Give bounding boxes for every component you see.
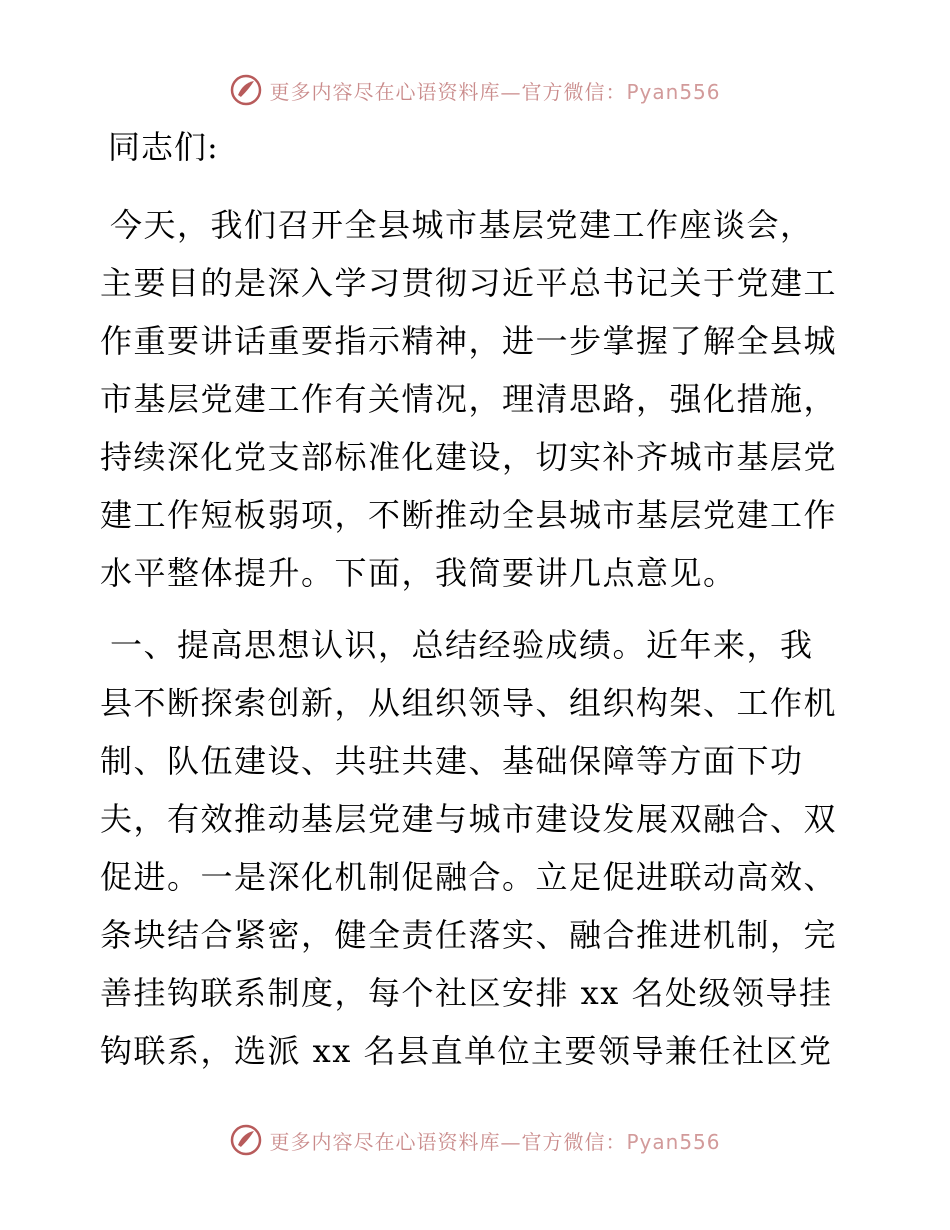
salutation: 同志们: (108, 128, 219, 166)
library-logo-icon (229, 1123, 263, 1157)
watermark-top (0, 70, 950, 110)
text-line: 主要目的是深入学习贯彻习近平总书记关于党建工 (100, 264, 838, 302)
text-line: 夫，有效推动基层党建与城市建设发展双融合、双 (100, 800, 838, 838)
text-line: 制、队伍建设、共驻共建、基础保障等方面下功 (100, 742, 804, 780)
watermark-text: 更多内容尽在心语资料库—官方微信：Pyan556 (269, 79, 721, 104)
library-logo-icon (229, 73, 263, 107)
text-line: 促进。一是深化机制促融合。立足促进联动高效、 (100, 858, 838, 896)
text-line: 条块结合紧密，健全责任落实、融合推进机制，完 (100, 916, 838, 954)
text-line: 县不断探索创新，从组织领导、组织构架、工作机 (100, 684, 838, 722)
paragraph-1 (100, 196, 860, 602)
text-line: 市基层党建工作有关情况，理清思路，强化措施， (100, 380, 838, 418)
document-body (100, 118, 860, 1094)
text-line: 作重要讲话重要指示精神，进一步掌握了解全县城 (100, 322, 838, 360)
text-line: 持续深化党支部标准化建设，切实补齐城市基层党 (100, 438, 838, 476)
paragraph-2 (100, 616, 860, 1080)
text-line: 水平整体提升。下面，我简要讲几点意见。 (100, 554, 737, 592)
text-line: 钩联系，选派 xx 名县直单位主要领导兼任社区党 (100, 1032, 833, 1070)
text-line: 今天，我们召开全县城市基层党建工作座谈会， (110, 206, 814, 244)
watermark-bottom (0, 1120, 950, 1160)
text-line: 一、提高思想认识，总结经验成绩。近年来，我 (110, 626, 814, 664)
text-line: 建工作短板弱项，不断推动全县城市基层党建工作 (100, 496, 838, 534)
watermark-text: 更多内容尽在心语资料库—官方微信：Pyan556 (269, 1129, 721, 1154)
text-line: 善挂钩联系制度，每个社区安排 xx 名处级领导挂 (100, 974, 833, 1012)
